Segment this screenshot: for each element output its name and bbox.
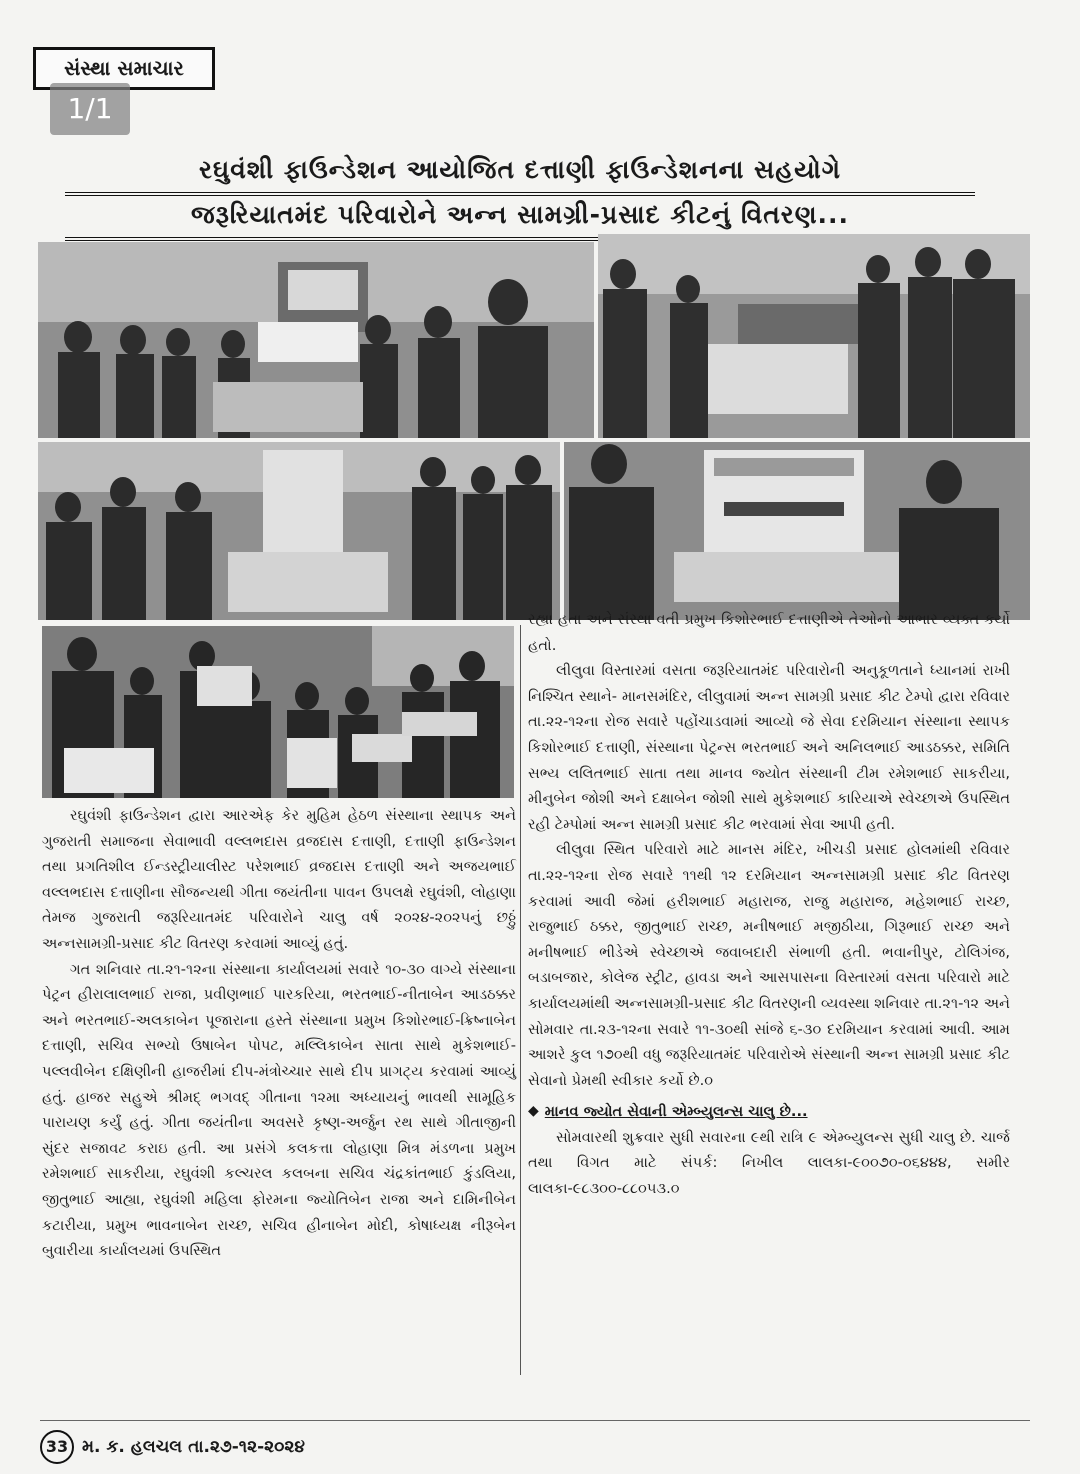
- photo-group-office: [38, 242, 594, 438]
- article-left-column: [42, 803, 516, 1371]
- column-divider: [520, 625, 521, 1375]
- headline-line-2: જરૂરિયાતમંદ પરિવારોને અન્ન સામગ્રી-પ્રસાદ કીટનું વિતરણ...: [65, 197, 975, 241]
- article-right-column: [528, 607, 1010, 1367]
- article-paragraph: રઘુવંશી ફાઉન્ડેશન દ્વારા આરએફ કેર મુહિમ હેઠળ સંસ્થાના સ્થાપક અને ગુજરાતી સમાજના સેવાભાવી વલ્લભદાસ વ્રજદાસ દત્તાણી, દત્તાણી ફાઉન્ડેશન તથા પ્રગતિશીલ ઈન્ડસ્ટ્રીયાલીસ્ટ પરેશભાઈ વ્રજદાસ દત્તાણી અને અજયભાઈ વલ્લભદાસ દત્તાણીના સૌજન્યથી ગીતા જયંતીના પાવન ઉપલક્ષે રઘુવંશી, લોહાણા તેમજ ગુજરાતી જરૂરિયાતમંદ પરિવારોને ચાલુ વર્ષ ૨૦૨૪-૨૦૨૫નું છઠ્ઠું અન્નસામગ્રી-પ્રસાદ કીટ વિતરણ કરવામાં આવ્યું હતું.: [42, 807, 516, 952]
- page-indicator: 1/1: [50, 83, 130, 135]
- ambulance-subhead: [528, 1099, 1010, 1125]
- photo-group-boxes: [42, 626, 514, 798]
- publication-date: મ. ક. હલચલ તા.૨૭-૧૨-૨૦૨૪: [82, 1437, 305, 1457]
- photo-women-kits: [598, 234, 1030, 438]
- article-paragraph: લીલુવા વિસ્તારમાં વસતા જરૂરિયાતમંદ પરિવારોની અનુકૂળતાને ધ્યાનમાં રાખી નિશ્ચિત સ્થાને- માનસમંદિર, લીલુવામાં અન્ન સામગ્રી પ્રસાદ કીટ ટેમ્પો દ્વારા રવિવાર તા.૨૨-૧૨ના રોજ સવારે પહોંચાડવામાં આવ્યો જે સેવા દરમિયાન સંસ્થાના સ્થાપક કિશોરભાઈ દત્તાણી, સંસ્થાના પેટ્રન્સ ભરતભાઈ અને અનિલભાઈ આડઠક્કર, સમિતિ સભ્ય લલિતભાઈ સાતા તથા માનવ જ્યોત સંસ્થાની ટીમ રમેશભાઈ સાકરીયા, મીનુબેન જોશી અને દક્ષાબેન જોશી સાથે મુકેશભાઈ કારિયાએ સ્વેચ્છાએ ઉપસ્થિત રહી ટેમ્પોમાં અન્ન સામગ્રી પ્રસાદ કીટ ભરવામાં સેવા આપી હતી.: [528, 662, 1010, 833]
- ambulance-subhead-text: માનવ જ્યોત સેવાની એમ્બ્યુલન્સ ચાલુ છે...: [544, 1103, 808, 1121]
- photo-women-poster: [38, 442, 560, 620]
- headline-line-1: રઘુવંશી ફાઉન્ડેશન આયોજિત દત્તાણી ફાઉન્ડેશનના સહયોગે: [65, 152, 975, 196]
- diamond-bullet-icon: ◆: [528, 1103, 539, 1120]
- page-number: 33: [40, 1430, 74, 1464]
- page-footer: [40, 1430, 305, 1464]
- article-paragraph: ગત શનિવાર તા.૨૧-૧૨ના સંસ્થાના કાર્યાલયમાં સવારે ૧૦-૩૦ વાગ્યે સંસ્થાના પેટ્રન હીરાલાલભાઈ રાજા, પ્રવીણભાઈ પારકરિયા, ભરતભાઈ-નીતાબેન આડઠક્કર અને ભરતભાઈ-અલકાબેન પૂજારાના હસ્તે સંસ્થાના પ્રમુખ કિશોરભાઈ-ક્રિષ્નાબેન દત્તાણી, સચિવ સભ્યો ઉષાબેન પોપટ, મલ્લિકાબેન સાતા સાથે મુકેશભાઈ-પલ્લવીબેન દક્ષિણીની હાજરીમાં દીપ-મંત્રોચ્ચાર સાથે દીપ પ્રાગટ્ય કરવામાં આવ્યું હતું. હાજર સહુએ શ્રીમદ્ ભગવદ્ ગીતાના ૧૨મા અધ્યાયનું ભાવથી સામૂહિક પારાયણ કર્યું હતું. ગીતા જયંતીના અવસરે કૃષ્ણ-અર્જુન રથ સાથે ગીતાજીની સુંદર સજાવટ કરાઇ હતી. આ પ્રસંગે કલકત્તા લોહાણા મિત્ર મંડળના પ્રમુખ રમેશભાઈ સાકરીયા, રઘુવંશી કલ્ચરલ કલબના સચિવ ચંદ્રકાંતભાઈ કુંડલિયા, જીતુભાઈ આહ્યા, રઘુવંશી મહિલા ફોરમના જ્યોતિબેન રાજા અને દામિનીબેન કટારીયા, પ્રમુખ ભાવનાબેન રાચ્છ, સચિવ હીનાબેન મોદી, કોષાધ્યક્ષ નીરૂબેન બુવારીયા કાર્યાલયમાં ઉપસ્થિત: [42, 960, 516, 1260]
- article-paragraph: લીલુવા સ્થિત પરિવારો માટે માનસ મંદિર, ખીચડી પ્રસાદ હોલમાંથી રવિવાર તા.૨૨-૧૨ના રોજ સવારે ૧૧થી ૧૨ દરમિયાન અન્નસામગ્રી પ્રસાદ કીટ વિતરણ કરવામાં આવી જેમાં હરીશભાઈ મહારાજ, રાજુ મહારાજ, મહેશભાઈ રાચ્છ, રાજુભાઈ ઠક્કર, જીતુભાઈ રાચ્છ, મનીષભાઈ મજીઠીયા, ગિરૂભાઈ રાચ્છ અને મનીષભાઈ ભીડેએ સ્વેચ્છાએ જવાબદારી સંભાળી હતી. ભવાનીપુર, ટોલિગંજ, બડાબજાર, કોલેજ સ્ટ્રીટ, હાવડા અને આસપાસના વિસ્તારમાં વસતા પરિવારો માટે કાર્યાલયમાંથી અન્નસામગ્રી-પ્રસાદ કીટ વિતરણની વ્યવસ્થા શનિવાર તા.૨૧-૧૨ અને સોમવાર તા.૨૩-૧૨ના સવારે ૧૧-૩૦થી સાંજે ૬-૩૦ દરમિયાન કરવામાં આવી. આમ આશરે કુલ ૧૭૦થી વધુ જરૂરિયાતમંદ પરિવારોએ સંસ્થાની અન્ન સામગ્રી પ્રસાદ કીટ સેવાનો પ્રેમથી સ્વીકાર કર્યો છે.૦: [528, 841, 1010, 1089]
- section-tag: સંસ્થા સમાચાર: [33, 47, 215, 90]
- article-paragraph: રહ્યા હતા અને સંસ્થા વતી પ્રમુખ કિશોરભાઈ દત્તાણીએ તેઓનો આભાર વ્યક્ત કર્યો હતો.: [528, 611, 1010, 654]
- footer-rule: [40, 1420, 1030, 1421]
- ambulance-paragraph: સોમવારથી શુક્રવાર સુધી સવારના ૯થી રાત્રિ ૯ એમ્બ્યુલન્સ સુધી ચાલુ છે. ચાર્જ તથા વિગત માટે સંપર્ક: નિખીલ લાલકા-૯૦૦૭૦-૦૬૪૪૪, સમીર લાલકા-૯૮૩૦૦-૮૮૦૫૩.૦: [528, 1128, 1010, 1198]
- photo-men-poster: [564, 442, 1030, 620]
